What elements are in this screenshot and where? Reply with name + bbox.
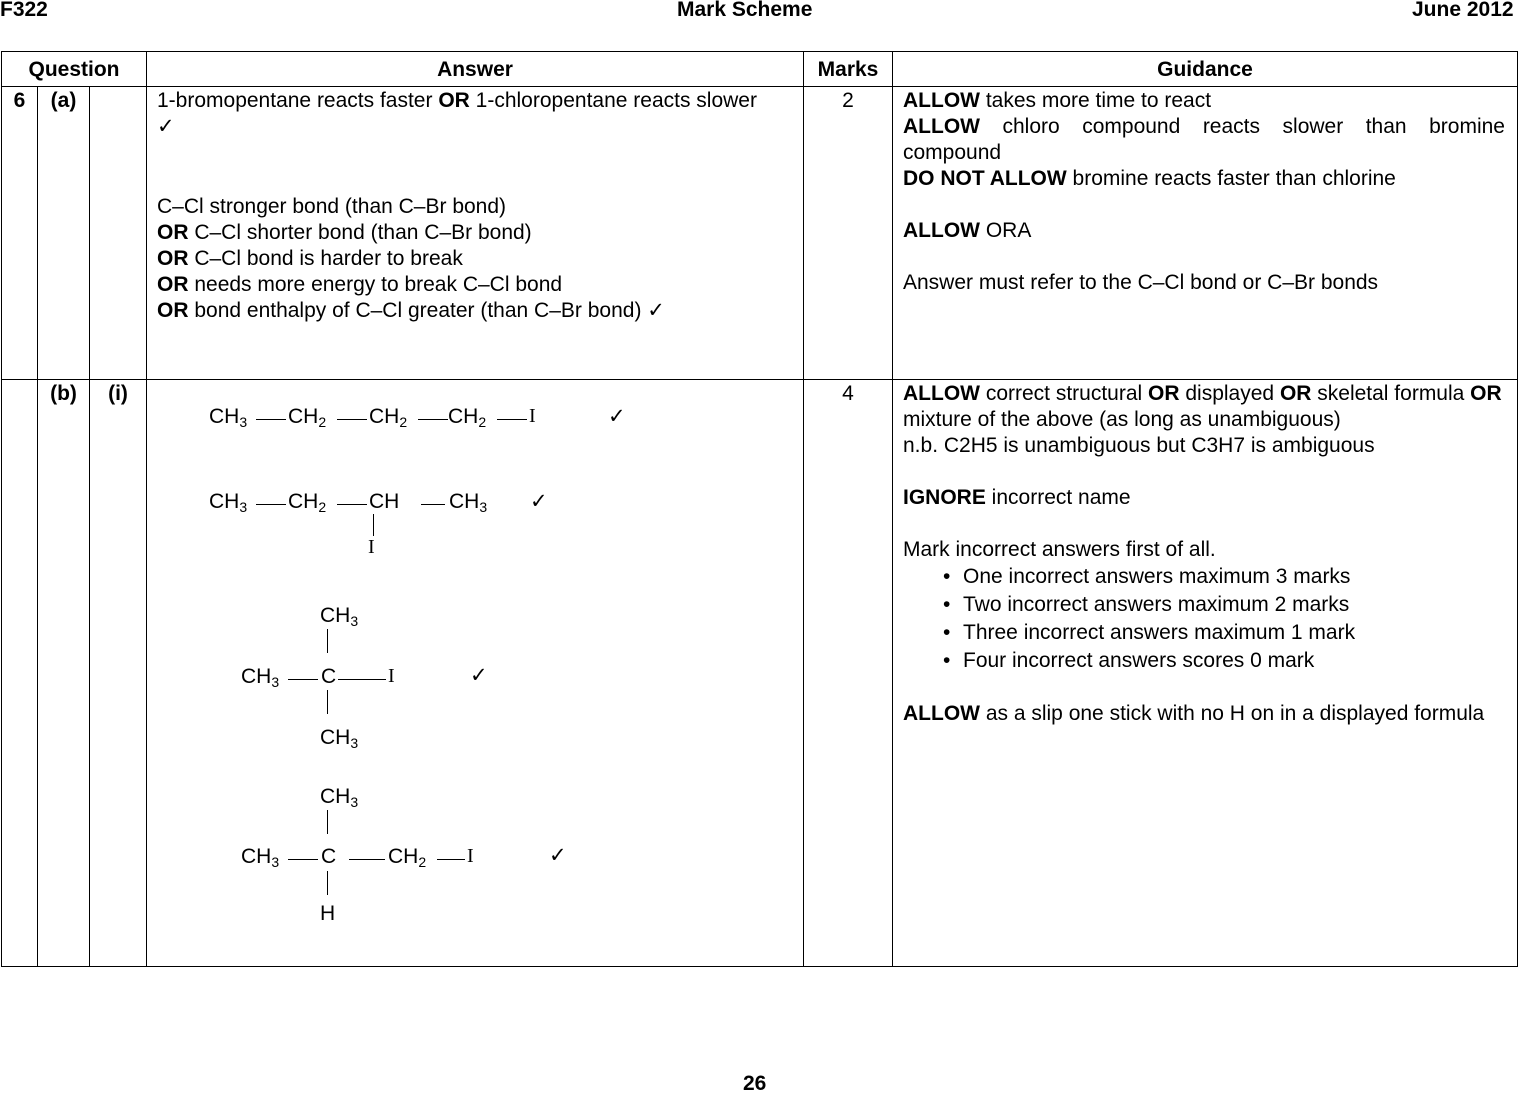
page-number: 26 xyxy=(743,1072,767,1095)
question-part: (b) xyxy=(38,380,90,967)
header-title: Mark Scheme xyxy=(677,0,813,21)
col-answer: Answer xyxy=(147,52,804,87)
question-number: 6 xyxy=(2,87,38,380)
question-part: (a) xyxy=(38,87,90,380)
tick-icon: ✓ xyxy=(470,664,488,687)
answer-bond-3: OR C–Cl bond is harder to break xyxy=(157,247,463,270)
table-header-row xyxy=(2,52,1518,87)
marks-cell: 2 xyxy=(804,87,893,380)
tick-icon: ✓ xyxy=(608,405,626,428)
answer-bond-4: OR needs more energy to break C–Cl bond xyxy=(157,273,563,296)
tick-icon: ✓ xyxy=(157,115,175,138)
table-row xyxy=(2,380,1518,967)
tick-icon: ✓ xyxy=(549,844,567,867)
list-item: • One incorrect answers maximum 3 marks xyxy=(963,563,1505,591)
bullet-list xyxy=(903,563,1505,675)
table-row xyxy=(2,87,1518,380)
header-code: F322 xyxy=(0,0,48,21)
answer-rate: 1-bromopentane reacts faster OR 1-chloropentane reacts slower ✓ xyxy=(157,89,757,138)
col-guidance: Guidance xyxy=(893,52,1518,87)
answer-bond-1: C–Cl stronger bond (than C–Br bond) xyxy=(157,195,507,218)
answer-cell xyxy=(147,87,804,380)
guidance-cell: ALLOW takes more time to react ALLOW chloro compound reacts slower than bromine compound DO NOT ALLOW bromine reacts faster than chlorine ALLOW ORA Answer must refer to the C–Cl bond or C–Br bonds xyxy=(893,87,1518,380)
list-item: • Four incorrect answers scores 0 mark xyxy=(963,647,1505,675)
answer-bond-5: OR bond enthalpy of C–Cl greater (than C–Br bond) ✓ xyxy=(157,299,665,322)
tick-icon: ✓ xyxy=(647,299,665,322)
tick-icon: ✓ xyxy=(530,490,548,513)
col-marks: Marks xyxy=(804,52,893,87)
header-date: June 2012 xyxy=(1412,0,1514,21)
answer-bond-2: OR C–Cl shorter bond (than C–Br bond) xyxy=(157,221,532,244)
list-item: • Two incorrect answers maximum 2 marks xyxy=(963,591,1505,619)
col-question: Question xyxy=(2,52,147,87)
guidance-cell: ALLOW correct structural OR displayed OR skeletal formula OR mixture of the above (as long as unambiguous) n.b. C2H5 is unambiguous but C3H7 is ambiguous IGNORE incorrect name Mark incorrect answers first of all. • One incorrect answers maximum 3 marks • Two incorrect answers maximum 2 marks • Three incorrect answers maximum 1 mark • Four incorrect answers scores 0 mark ALLOW as a slip one stick with no H on in a displayed formula xyxy=(893,380,1518,967)
marks-cell: 4 xyxy=(804,380,893,967)
list-item: • Three incorrect answers maximum 1 mark xyxy=(963,619,1505,647)
question-subpart: (i) xyxy=(90,380,147,967)
